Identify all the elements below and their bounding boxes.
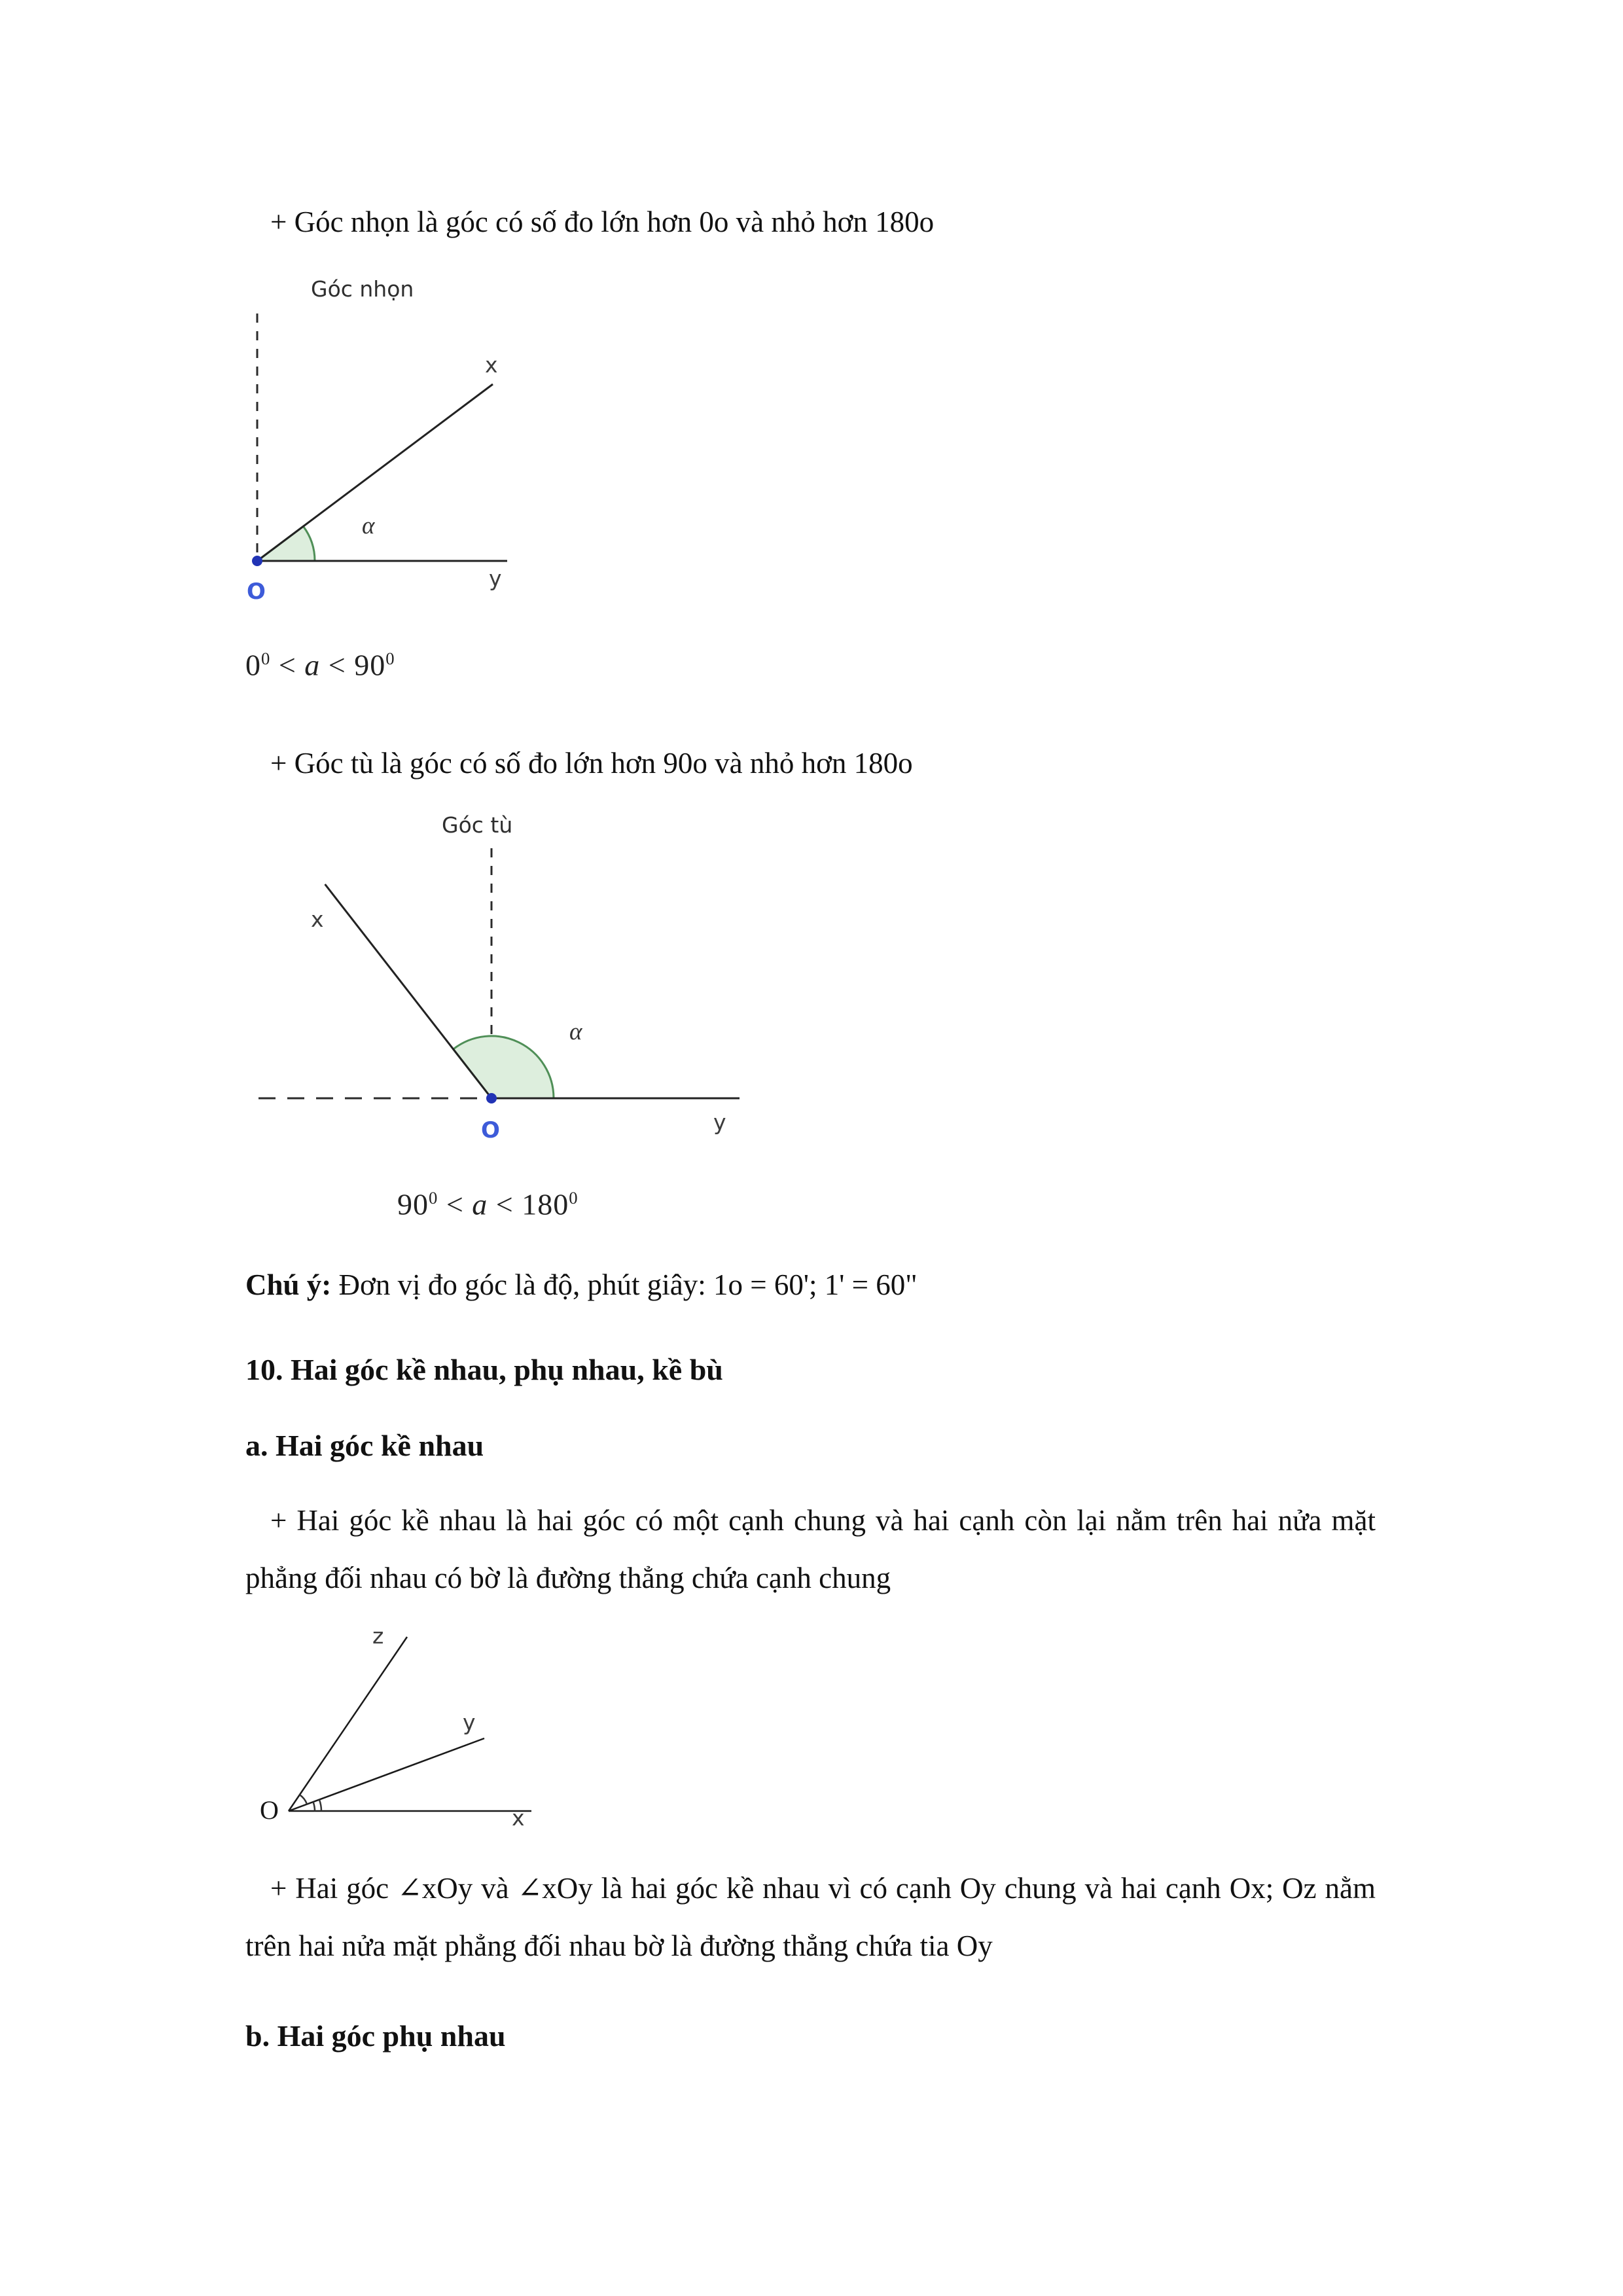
ray-x-label: x (485, 352, 498, 378)
formula-op1: < (438, 1187, 473, 1221)
ray-y-label: y (463, 1709, 476, 1735)
subsection-b-heading: b. Hai góc phụ nhau (245, 2018, 506, 2053)
origin-label: O (260, 1795, 279, 1825)
adjacent-angles-figure (260, 1620, 1376, 1836)
formula-rhs: 180 (522, 1187, 569, 1221)
formula-rhs-sup: 0 (385, 649, 395, 668)
acute-angle-formula (245, 636, 1376, 687)
adjacent-angles-example: + Hai góc ∠xOy và ∠xOy là hai góc kề nhau vì có cạnh Oy chung và hai cạnh Ox; Oz nằm trên hai nửa mặt phẳng đối nhau bờ là đường thẳng chứa tia Oy (245, 1871, 1376, 1962)
acute-angle-figure (245, 273, 1376, 610)
note-label: Chú ý: (245, 1268, 332, 1301)
ray-z (289, 1637, 407, 1811)
origin-dot (252, 556, 262, 566)
ray-x (257, 384, 493, 561)
adjacent-angles-definition: + Hai góc kề nhau là hai góc có một cạnh chung và hai cạnh còn lại nằm trên hai nửa mặt phẳng đối nhau có bờ là đường thẳng chứa cạnh chung (245, 1503, 1376, 1594)
section-heading: 10. Hai góc kề nhau, phụ nhau, kề bù (245, 1352, 723, 1386)
acute-angle-definition: + Góc nhọn là góc có số đo lớn hơn 0o và nhỏ hơn 180o (270, 206, 935, 238)
angle-alpha-label: α (362, 512, 375, 539)
formula-lhs: 90 (397, 1187, 429, 1221)
formula-variable: a (472, 1187, 488, 1221)
angle-alpha-label: α (569, 1018, 582, 1046)
subsection-a-heading: a. Hai góc kề nhau (245, 1428, 484, 1462)
ray-x (325, 884, 491, 1098)
ray-y-label: y (489, 565, 502, 591)
ray-y (289, 1738, 484, 1811)
formula-op1: < (270, 648, 305, 682)
angle-mark-yz (300, 1795, 307, 1804)
obtuse-angle-figure (245, 809, 1376, 1149)
obtuse-angle-formula (397, 1175, 1376, 1227)
angle-wedge (257, 526, 315, 561)
ray-x-label: x (512, 1804, 525, 1831)
note-text: Đơn vị đo góc là độ, phút giây: 1o = 60'; 1' = 60" (338, 1268, 918, 1301)
formula-rhs-sup: 0 (569, 1188, 579, 1208)
angle-mark-xy-outer (319, 1799, 321, 1810)
origin-label: O (481, 1117, 500, 1144)
formula-rhs: 90 (354, 648, 386, 682)
ray-z-label: z (372, 1623, 384, 1649)
note-line (245, 1256, 1376, 1314)
angle-mark-xy-inner (313, 1802, 315, 1811)
formula-op2: < (320, 648, 355, 682)
ray-x-label: x (311, 906, 324, 933)
adjacent-angles-diagram (260, 1620, 554, 1836)
figure-title: Góc nhọn (311, 276, 414, 302)
formula-op2: < (488, 1187, 522, 1221)
ray-y-label: y (713, 1109, 726, 1136)
formula-lhs-sup: 0 (261, 649, 271, 668)
origin-label: O (247, 579, 266, 605)
formula-lhs-sup: 0 (429, 1188, 438, 1208)
acute-angle-diagram (245, 273, 546, 610)
figure-title: Góc tù (442, 812, 513, 838)
obtuse-angle-diagram (245, 809, 762, 1149)
formula-variable: a (304, 648, 321, 682)
obtuse-angle-definition: + Góc tù là góc có số đo lớn hơn 90o và nhỏ hơn 180o (270, 747, 913, 780)
origin-dot (486, 1093, 497, 1103)
formula-lhs: 0 (245, 648, 261, 682)
